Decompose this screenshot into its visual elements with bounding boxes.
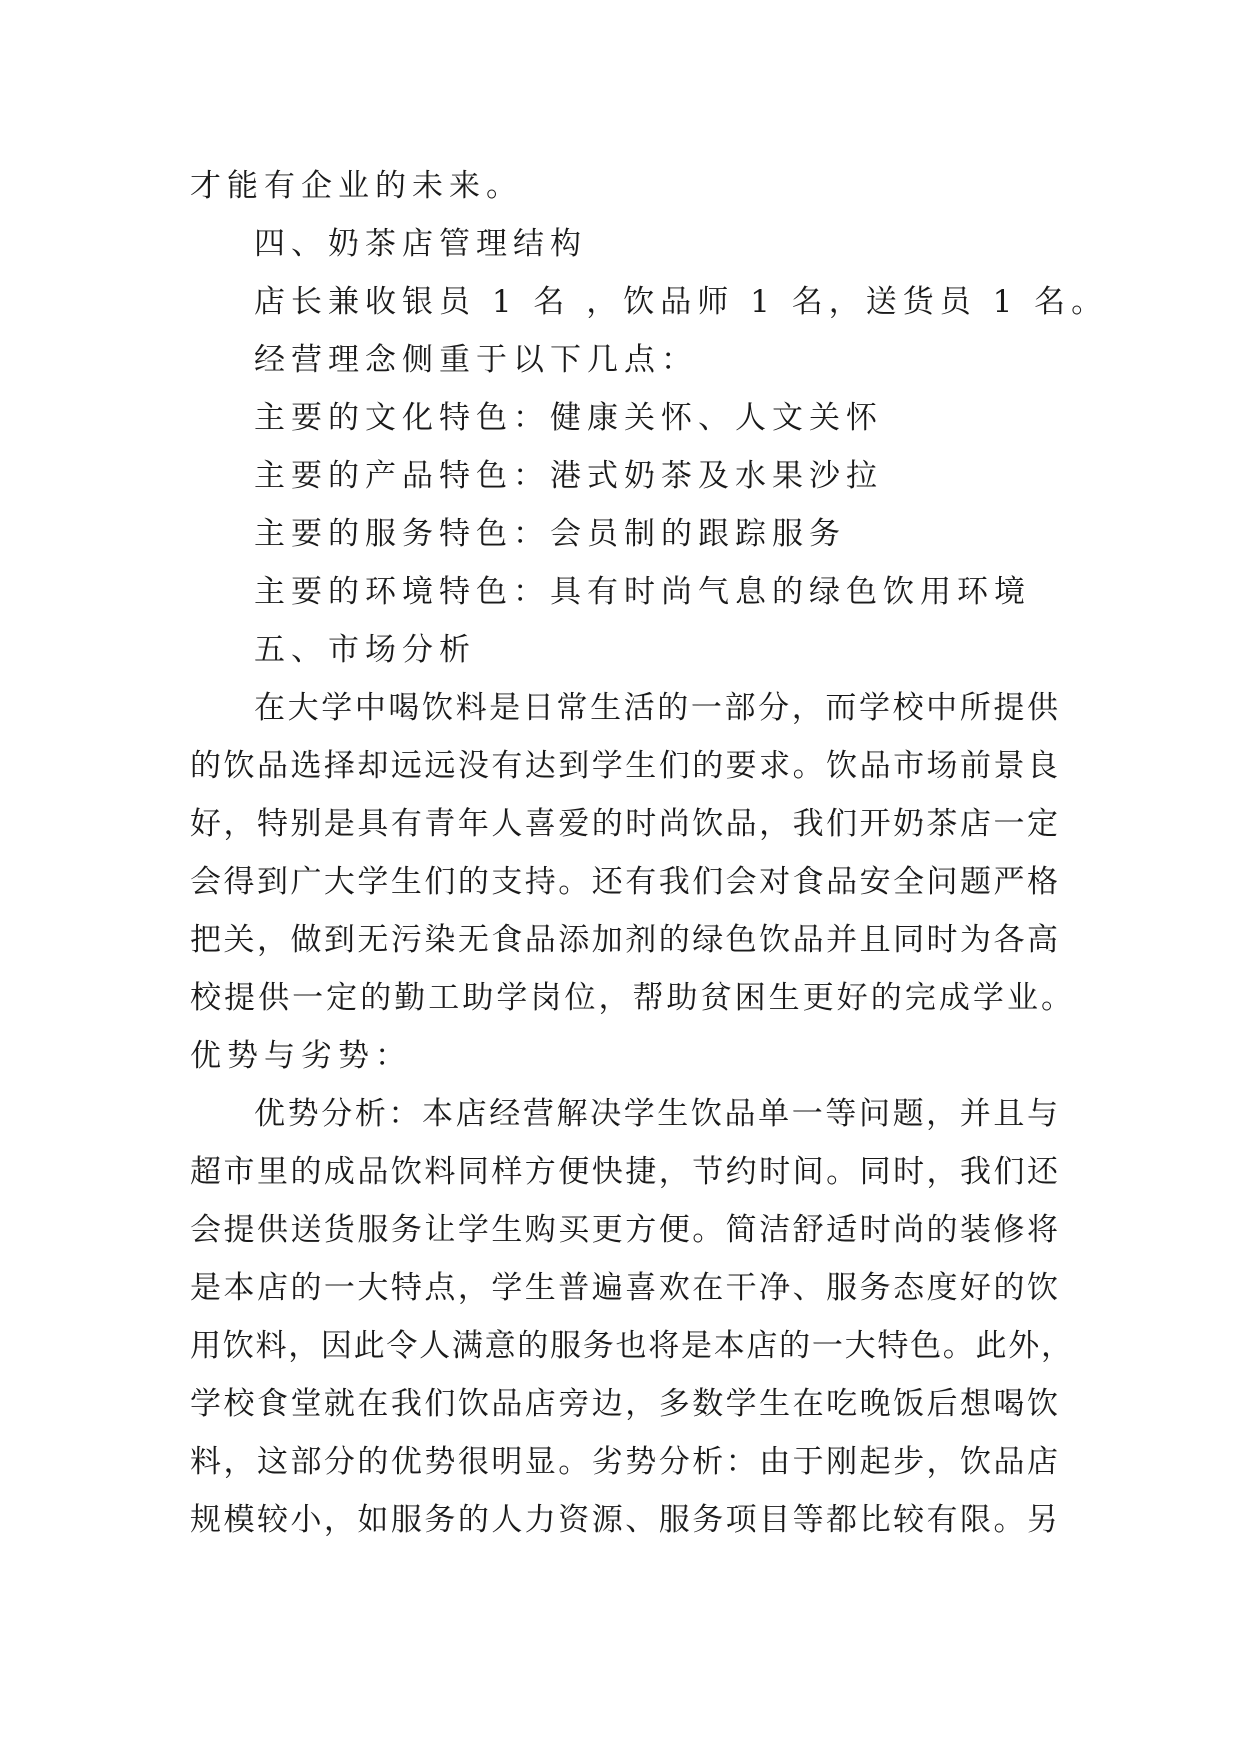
text-line: 才能有企业的未来。 bbox=[190, 168, 523, 204]
text-line: 校提供一定的勤工助学岗位，帮助贫困生更好的完成学业。 bbox=[190, 980, 1072, 1016]
text-line: 学校食堂就在我们饮品店旁边，多数学生在吃晚饭后想喝饮 bbox=[190, 1386, 1058, 1422]
text-line: 好，特别是具有青年人喜爱的时尚饮品，我们开奶茶店一定 bbox=[190, 806, 1058, 842]
text-line: 把关，做到无污染无食品添加剂的绿色饮品并且同时为各高 bbox=[190, 922, 1058, 958]
text-line: 会提供送货服务让学生购买更方便。简洁舒适时尚的装修将 bbox=[190, 1212, 1058, 1248]
text-line: 主要的环境特色：具有时尚气息的绿色饮用环境 bbox=[254, 574, 1031, 610]
text-line: 主要的产品特色：港式奶茶及水果沙拉 bbox=[254, 458, 883, 494]
text-line: 优势与劣势： bbox=[190, 1038, 412, 1074]
text-line: 的饮品选择却远远没有达到学生们的要求。饮品市场前景良 bbox=[190, 748, 1058, 784]
text-line: 料，这部分的优势很明显。劣势分析：由于刚起步，饮品店 bbox=[190, 1444, 1058, 1480]
text-line: 超市里的成品饮料同样方便快捷，节约时间。同时，我们还 bbox=[190, 1154, 1058, 1190]
text-line: 规模较小，如服务的人力资源、服务项目等都比较有限。另 bbox=[190, 1502, 1058, 1538]
text-line: 用饮料，因此令人满意的服务也将是本店的一大特色。此外， bbox=[190, 1328, 1072, 1364]
section-heading: 五、市场分析 bbox=[254, 632, 476, 668]
text-line: 主要的文化特色：健康关怀、人文关怀 bbox=[254, 400, 883, 436]
section-heading: 四、奶茶店管理结构 bbox=[254, 226, 587, 262]
text-line: 是本店的一大特点，学生普遍喜欢在干净、服务态度好的饮 bbox=[190, 1270, 1058, 1306]
text-line: 在大学中喝饮料是日常生活的一部分，而学校中所提供 bbox=[254, 690, 1058, 726]
text-line: 店长兼收银员 1 名 ，饮品师 1 名，送货员 1 名。 bbox=[254, 284, 1109, 320]
text-line: 会得到广大学生们的支持。还有我们会对食品安全问题严格 bbox=[190, 864, 1058, 900]
text-line: 主要的服务特色：会员制的跟踪服务 bbox=[254, 516, 846, 552]
text-line: 经营理念侧重于以下几点： bbox=[254, 342, 698, 378]
text-line: 优势分析：本店经营解决学生饮品单一等问题，并且与 bbox=[254, 1096, 1058, 1132]
